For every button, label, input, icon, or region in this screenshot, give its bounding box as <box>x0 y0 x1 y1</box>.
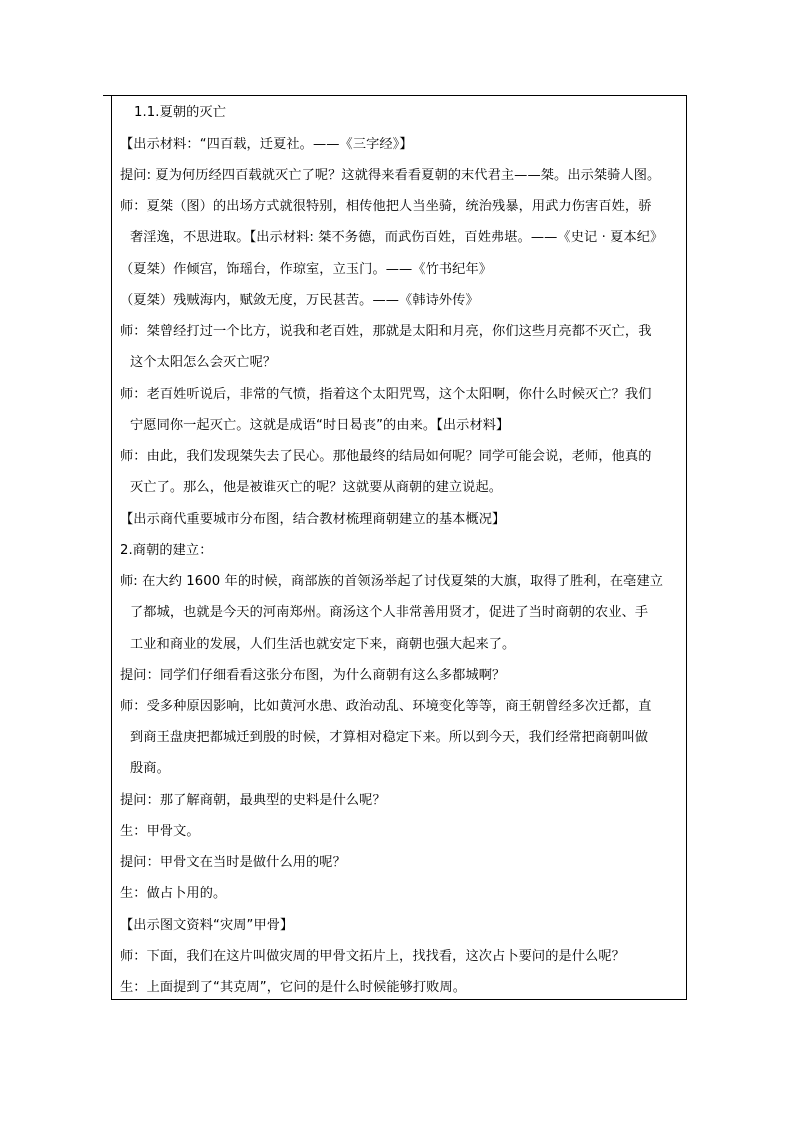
text-line: （夏桀）残贼海内，赋敛无度，万民甚苦。——《韩诗外传》 <box>120 293 479 308</box>
text-line: 殷商。 <box>130 761 170 776</box>
text-line: 师：由此，我们发现桀失去了民心。那他最终的结局如何呢？同学可能会说，老师，他真的 <box>120 449 652 464</box>
text-line: 这个太阳怎么会灭亡呢？ <box>130 355 277 370</box>
text-line: 到商王盘庚把都城迁到殷的时候，才算相对稳定下来。所以到今天，我们经常把商朝叫做 <box>130 730 649 745</box>
text-line: 提问：甲骨文在当时是做什么用的呢？ <box>120 855 346 870</box>
text-line: 2.商朝的建立： <box>120 543 213 558</box>
text-line: 提问: 夏为何历经四百载就灭亡了呢？这就得来看看夏朝的末代君主——桀。出示桀骑人图。 <box>120 168 661 183</box>
text-line: 生：做占卜用的。 <box>120 886 227 901</box>
text-line: 宁愿同你一起灭亡。这就是成语“时日曷丧”的由来。【出示材料】 <box>130 418 510 433</box>
text-line: 师：下面，我们在这片叫做灾周的甲骨文拓片上，找找看，这次占卜要问的是什么呢？ <box>120 949 625 964</box>
text-line: 工业和商业的发展，人们生活也就安定下来，商朝也强大起来了。 <box>130 637 516 652</box>
text-line: 师：桀曾经打过一个比方，说我和老百姓，那就是太阳和月亮，你们这些月亮都不灭亡，我 <box>120 324 652 339</box>
table-top-rule-extension <box>103 95 111 96</box>
document-table-cell <box>111 95 687 1000</box>
text-line: 【出示图文资料“灾周”甲骨】 <box>120 918 294 933</box>
text-line: 师: 在大约 1600 年的时候，商部族的首领汤举起了讨伐夏桀的大旗，取得了胜利，在亳建立 <box>120 574 664 589</box>
text-line: 提问：同学们仔细看看这张分布图，为什么商朝有这么多都城啊？ <box>120 668 506 683</box>
text-line: 师：老百姓听说后，非常的气愤，指着这个太阳咒骂，这个太阳啊，你什么时候灭亡？我们 <box>120 387 652 402</box>
text-line: 1.1.夏朝的灭亡 <box>134 105 227 120</box>
text-line: 生：甲骨文。 <box>120 824 200 839</box>
text-line: （夏桀）作倾宫，饰瑶台，作琼室，立玉门。——《竹书纪年》 <box>120 262 493 277</box>
text-line: 师：受多种原因影响，比如黄河水患、政治动乱、环境变化等等，商王朝曾经多次迁都，直 <box>120 699 652 714</box>
text-line: 奢淫逸，不思进取。【出示材料: 桀不务德，而武伤百姓，百姓弗堪。——《史记 · 夏本纪》 <box>130 230 664 245</box>
text-line: 灭亡了。那么，他是被谁灭亡的呢？这就要从商朝的建立说起。 <box>130 480 503 495</box>
text-line: 生：上面提到了“其克周”，它问的是什么时候能够打败周。 <box>120 980 467 995</box>
text-line: 【出示材料：“四百载，迁夏社。——《三字经》】 <box>120 137 413 152</box>
text-line: 了都城，也就是今天的河南郑州。商汤这个人非常善用贤才，促进了当时商朝的农业、手 <box>130 605 649 620</box>
text-line: 【出示商代重要城市分布图，结合教材梳理商朝建立的基本概况】 <box>120 512 506 527</box>
text-line: 师：夏桀（图）的出场方式就很特别，相传他把人当坐骑，统治残暴，用武力伤害百姓，骄 <box>120 199 652 214</box>
text-line: 提问：那了解商朝，最典型的史料是什么呢？ <box>120 793 386 808</box>
